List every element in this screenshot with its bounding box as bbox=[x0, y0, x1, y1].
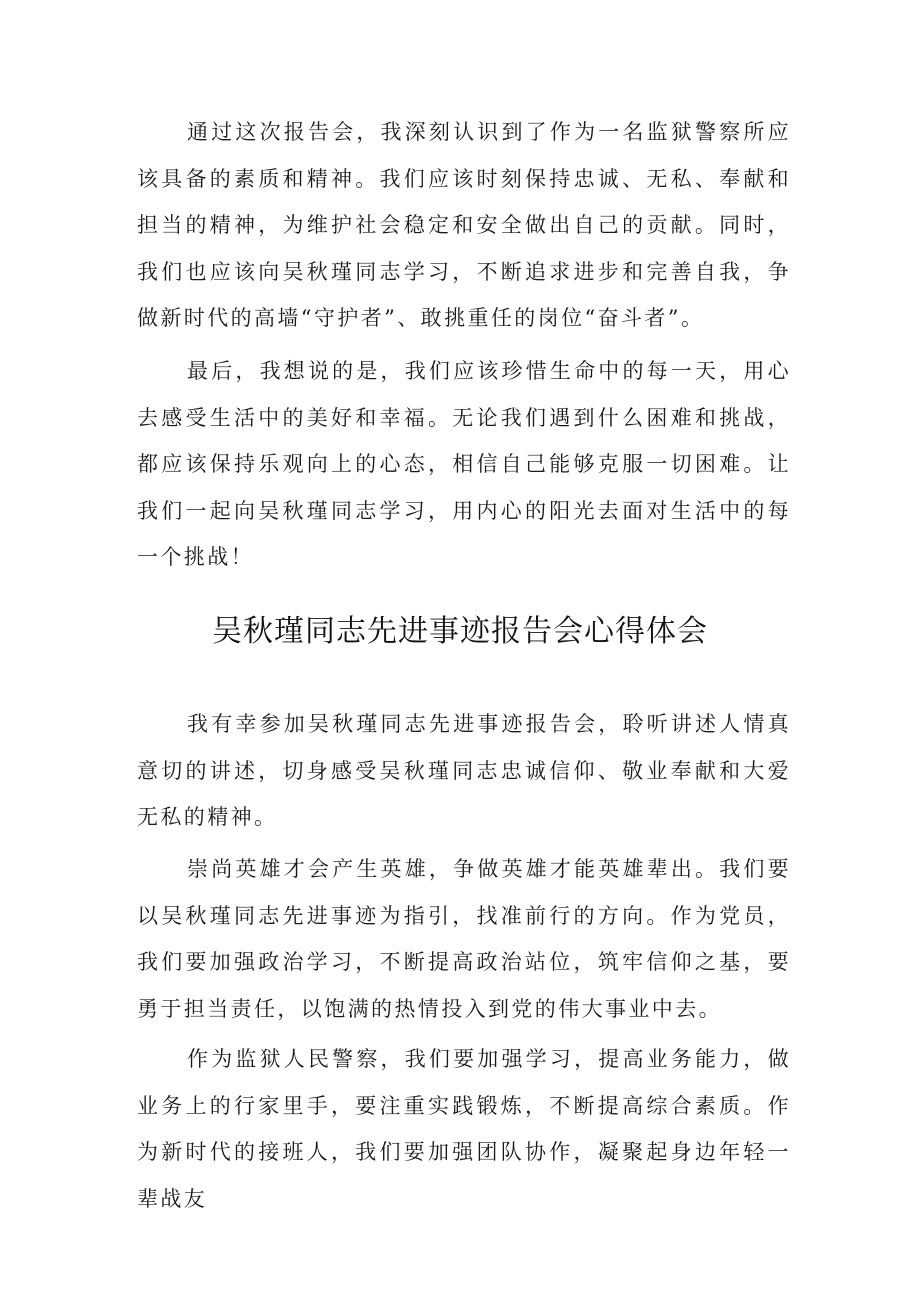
article-title: 吴秋瑾同志先进事迹报告会心得体会 bbox=[212, 614, 708, 649]
paragraph-heroes: 崇尚英雄才会产生英雄，争做英雄才能英雄辈出。我们要以吴秋瑾同志先进事迹为指引，找准前行的方向。作为党员，我们要加强政治学习，不断提高政治站位，筑牢信仰之基，要勇于担当责任，以饱满的热情投入到党的伟大事业中去。 bbox=[137, 857, 791, 1021]
paragraph-police-duty: 作为监狱人民警察，我们要加强学习，提高业务能力，做业务上的行家里手，要注重实践锻炼，不断提高综合素质。作为新时代的接班人，我们要加强团队协作，凝聚起身边年轻一辈战友 bbox=[137, 1047, 791, 1211]
paragraph-intro: 我有幸参加吴秋瑾同志先进事迹报告会，聆听讲述人情真意切的讲述，切身感受吴秋瑾同志忠诚信仰、敬业奉献和大爱无私的精神。 bbox=[137, 712, 791, 829]
paragraph-conclusion-1: 通过这次报告会，我深刻认识到了作为一名监狱警察所应该具备的素质和精神。我们应该时刻保持忠诚、无私、奉献和担当的精神，为维护社会稳定和安全做出自己的贡献。同时，我们也应该向吴秋瑾同志学习，不断追求进步和完善自我，争做新时代的高墙“守护者”、敢挑重任的岗位“奋斗者”。 bbox=[137, 120, 791, 330]
paragraph-conclusion-2: 最后，我想说的是，我们应该珍惜生命中的每一天，用心去感受生活中的美好和幸福。无论我们遇到什么困难和挑战，都应该保持乐观向上的心态，相信自己能够克服一切困难。让我们一起向吴秋瑾同志学习，用内心的阳光去面对生活中的每一个挑战！ bbox=[137, 359, 791, 569]
